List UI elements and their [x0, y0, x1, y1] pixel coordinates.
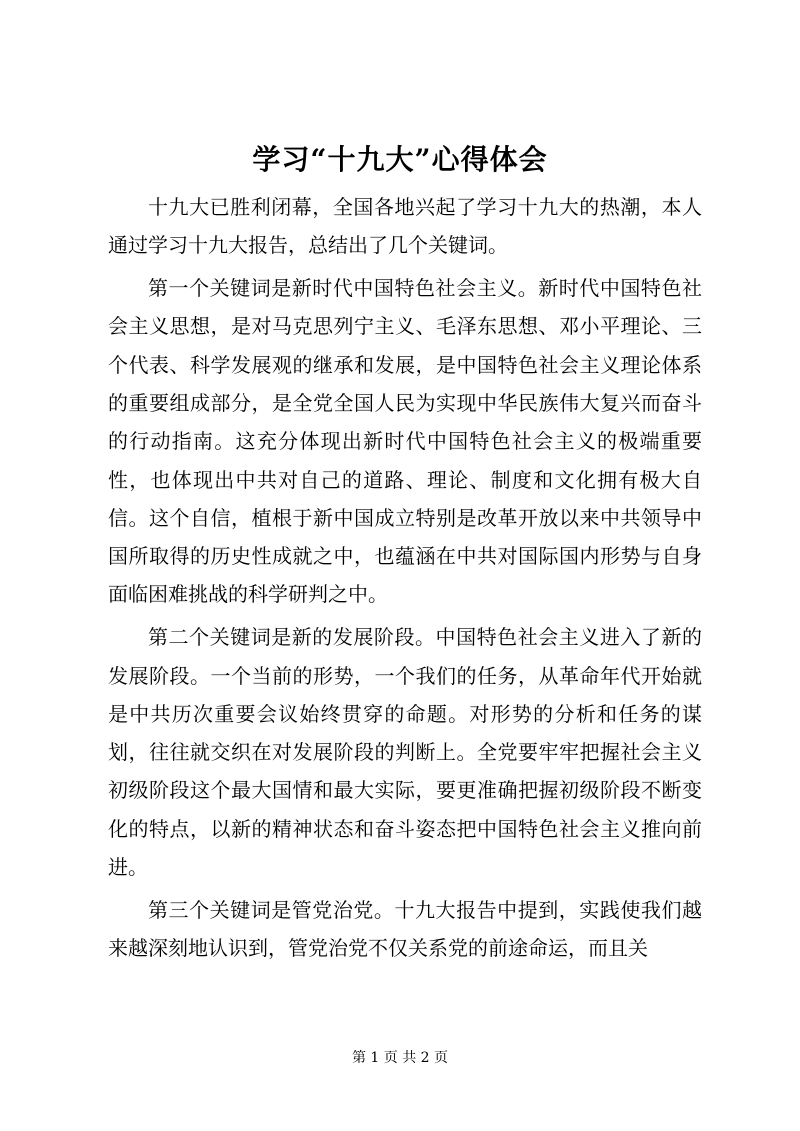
paragraph-keyword-3: 第三个关键词是管党治党。十九大报告中提到，实践使我们越来越深刻地认识到，管党治党不仅关系党的前途命运，而且关: [108, 897, 702, 961]
page-number-footer: 第 1 页 共 2 页: [351, 1050, 449, 1066]
paragraph-intro: 十九大已胜利闭幕，全国各地兴起了学习十九大的热潮，本人通过学习十九大报告，总结出了几个关键词。: [108, 195, 702, 258]
paragraph-keyword-2: 第二个关键词是新的发展阶段。中国特色社会主义进入了新的发展阶段。一个当前的形势，一个我们的任务，从革命年代开始就是中共历次重要会议始终贯穿的命题。对形势的分析和任务的谋划，往往就交织在对发展阶段的判断上。全党要牢牢把握社会主义初级阶段这个最大国情和最大实际，要更准确把握初级阶段不断变化的特点，以新的精神状态和奋斗姿态把中国特色社会主义推向前进。: [108, 625, 702, 880]
paragraph-keyword-1: 第一个关键词是新时代中国特色社会主义。新时代中国特色社会主义思想，是对马克思列宁主义、毛泽东思想、邓小平理论、三个代表、科学发展观的继承和发展，是中国特色社会主义理论体系的重要组成部分，是全党全国人民为实现中华民族伟大复兴而奋斗的行动指南。这充分体现出新时代中国特色社会主义的极端重要性，也体现出中共对自己的道路、理论、制度和文化拥有极大自信。这个自信，植根于新中国成立特别是改革开放以来中共领导中国所取得的历史性成就之中，也蕴涵在中共对国际国内形势与自身面临困难挑战的科学研判之中。: [108, 276, 702, 607]
document-body: [108, 188, 702, 972]
document-title: 学习“十九大”心得体会: [252, 143, 548, 176]
